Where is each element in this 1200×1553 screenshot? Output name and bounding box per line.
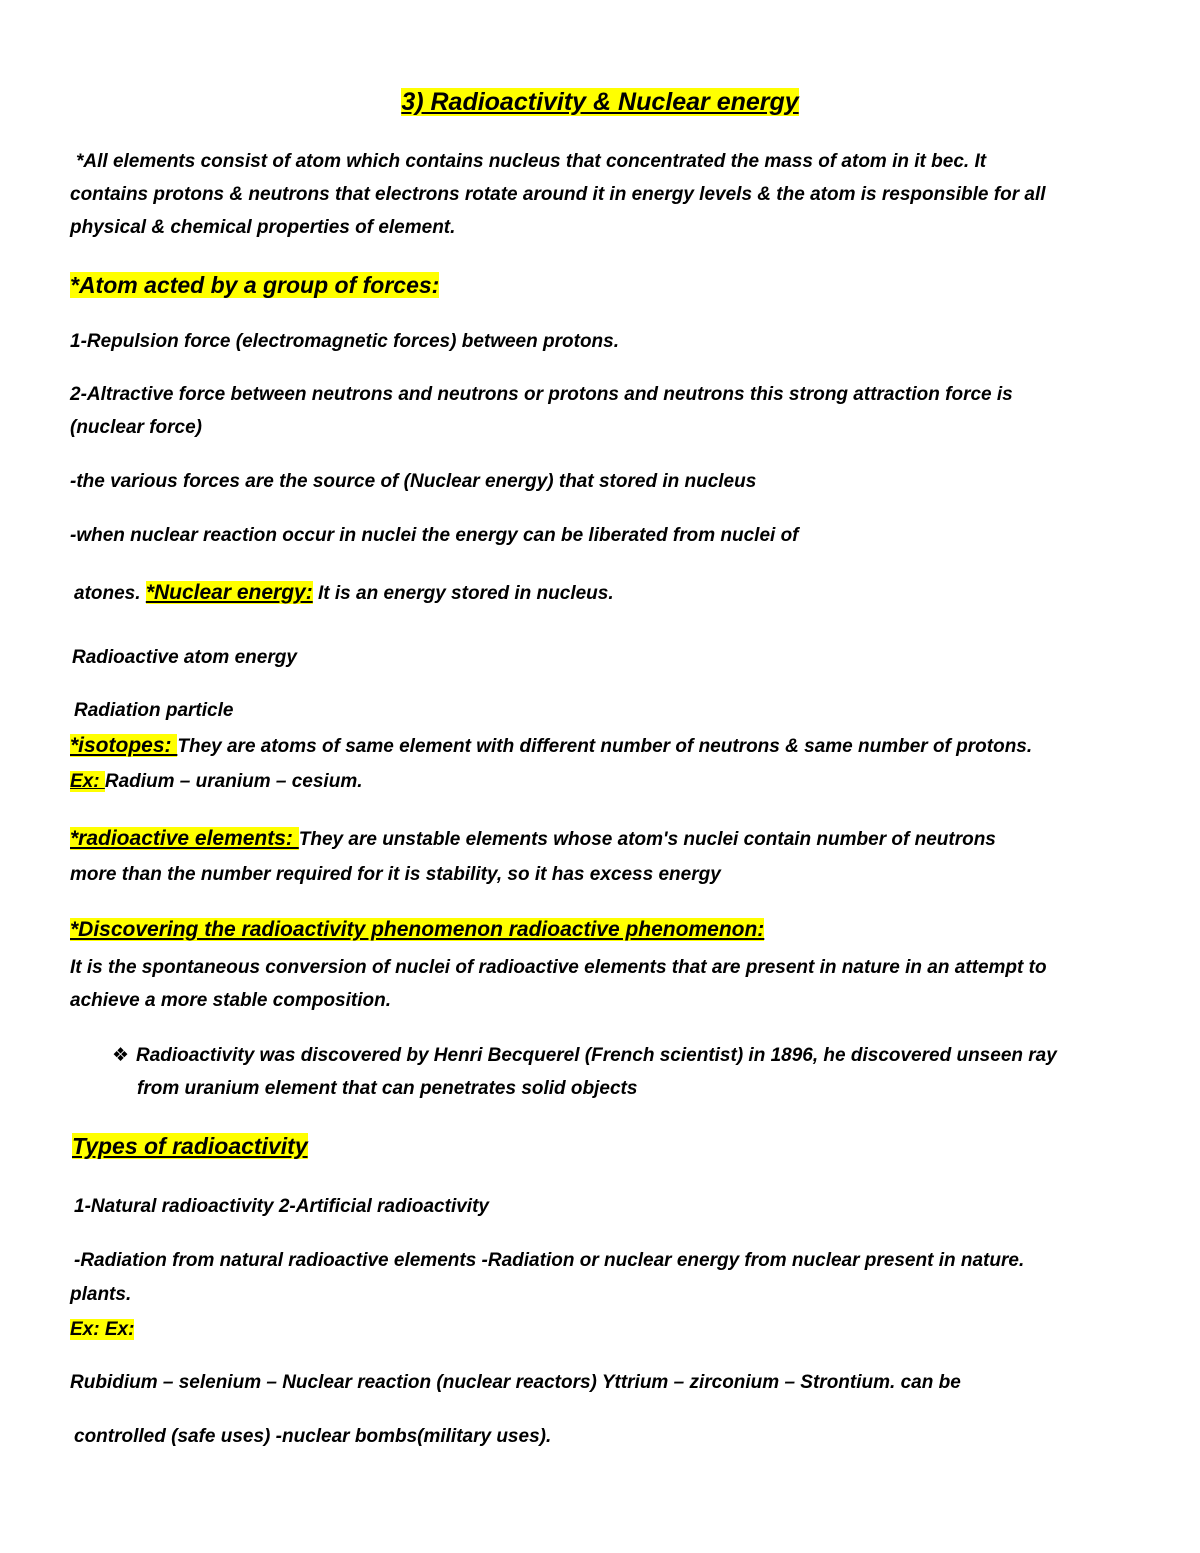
isotopes-example: [70, 770, 1200, 794]
types-line-5: Rubidium – selenium – Nuclear reaction (nuclear reactors) Yttrium – zirconium – Strontium. can be: [70, 1372, 961, 1393]
radioactive-elements-term: *radioactive elements:: [70, 827, 299, 850]
discovering-line-2: achieve a more stable composition.: [70, 990, 391, 1011]
discovering-heading-text: *Discovering the radioactivity phenomenon radioactive phenomenon:: [70, 918, 765, 941]
types-line-6: controlled (safe uses) -nuclear bombs(military uses).: [74, 1426, 552, 1447]
types-examples-label: [70, 1318, 1200, 1342]
intro-line-2: contains protons & neutrons that electrons rotate around it in energy levels & the atom is responsible for all: [70, 184, 1046, 205]
types-line-3: plants.: [70, 1284, 132, 1305]
types-line-1: 1-Natural radioactivity 2-Artificial radioactivity: [74, 1196, 489, 1217]
becquerel-bullet-line-2: from uranium element that can penetrates solid objects: [137, 1078, 638, 1099]
nuclear-energy-line: [74, 578, 1200, 608]
radioactive-elements-definition: They are unstable elements whose atom's nuclei contain number of neutrons: [298, 829, 996, 850]
diamond-bullet-icon: ❖: [112, 1045, 130, 1066]
forces-note-2: -when nuclear reaction occur in nuclei the energy can be liberated from nuclei of: [70, 525, 799, 546]
discovering-line-1: It is the spontaneous conversion of nuclei of radioactive elements that are present in nature in an attempt to: [70, 957, 1047, 978]
intro-line-3: physical & chemical properties of element.: [70, 217, 456, 238]
nuclear-energy-prefix: atones.: [74, 583, 146, 604]
forces-heading: [70, 270, 1200, 300]
types-heading-text: Types of radioactivity: [72, 1133, 308, 1159]
isotopes-term: *isotopes:: [70, 734, 178, 757]
types-examples-label-text: Ex: Ex:: [70, 1319, 135, 1340]
isotopes-definition: They are atoms of same element with different number of neutrons & same number of protons.: [177, 736, 1033, 757]
page-title: [0, 86, 1200, 118]
radioactive-elements-line-1: [70, 827, 1200, 852]
isotopes-line: [70, 734, 1200, 759]
types-line-2: -Radiation from natural radioactive elements -Radiation or nuclear energy from nuclear present in nature.: [74, 1250, 1025, 1271]
force-item-2-line-2: (nuclear force): [70, 417, 202, 438]
force-item-1: 1-Repulsion force (electromagnetic forces) between protons.: [70, 331, 619, 352]
isotopes-example-label: Ex:: [70, 771, 105, 792]
isotopes-example-text: Radium – uranium – cesium.: [104, 771, 363, 792]
nuclear-energy-definition: It is an energy stored in nucleus.: [312, 583, 614, 604]
diagram-label-2: Radiation particle: [74, 700, 234, 721]
diagram-label-1: Radioactive atom energy: [72, 647, 297, 668]
types-heading: [72, 1131, 1200, 1161]
becquerel-bullet-line-1: [112, 1044, 1200, 1068]
discovering-heading: [70, 918, 1200, 942]
force-item-2-line-1: 2-Altractive force between neutrons and neutrons or protons and neutrons this strong attraction force is: [70, 384, 1013, 405]
becquerel-text-1: Radioactivity was discovered by Henri Becquerel (French scientist) in 1896, he discovered unseen ray: [136, 1045, 1057, 1066]
nuclear-energy-term: *Nuclear energy:: [145, 581, 313, 604]
title-text: 3) Radioactivity & Nuclear energy: [401, 88, 799, 116]
forces-note-1: -the various forces are the source of (Nuclear energy) that stored in nucleus: [70, 471, 757, 492]
radioactive-elements-line-2: more than the number required for it is stability, so it has excess energy: [70, 864, 721, 885]
intro-line-1: *All elements consist of atom which contains nucleus that concentrated the mass of atom in it bec. It: [76, 151, 987, 172]
forces-heading-text: *Atom acted by a group of forces:: [70, 272, 440, 298]
